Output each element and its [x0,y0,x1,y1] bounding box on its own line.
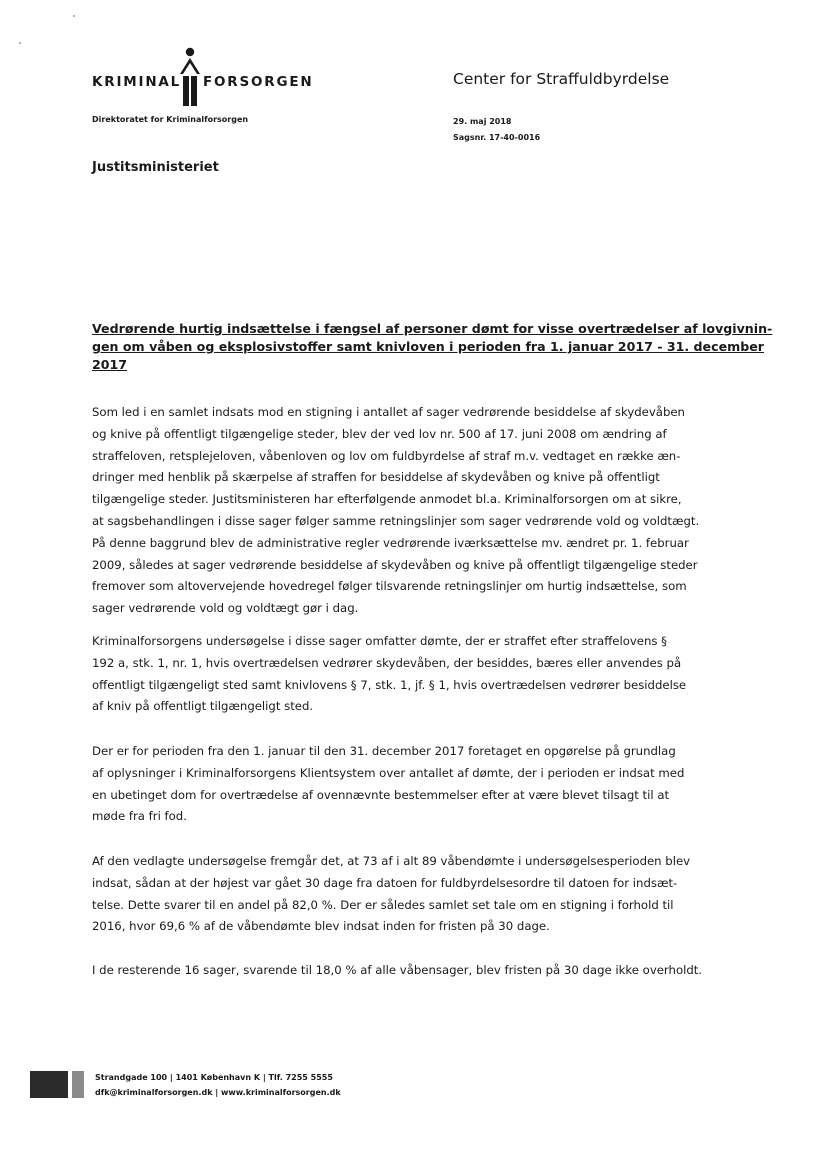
footer-dark-bar [30,1071,68,1098]
paragraph-line: Af den vedlagte undersøgelse fremgår det, at 73 af i alt 89 våbendømte i undersøgelsesperioden blev [92,854,691,868]
paragraph-line: en ubetinget dom for overtrædelse af ovennævnte bestemmelser efter at være blevet tilsagt til at [92,787,670,802]
subject-line: 2017 [92,357,128,372]
scan-speck [73,15,75,17]
directorate-line: Direktoratet for Kriminalforsorgen [92,115,249,124]
paragraph-line: sager vedrørende vold og voldtægt gør i dag. [92,601,359,616]
scan-speck [19,42,21,44]
paragraph-line: og knive på offentligt tilgængelige steder, blev der ved lov nr. 500 af 17. juni 2008 om ændring af [92,426,667,441]
subject-heading [92,320,773,374]
paragraph-line: af kniv på offentligt tilgængeligt sted. [92,699,314,714]
logo-text-left: KRIMINAL [92,74,182,90]
paragraph-line: Kriminalforsorgens undersøgelse i disse sager omfatter dømte, der er straffet efter straffelovens § [92,634,668,648]
subject-line: gen om våben og eksplosivstoffer samt knivloven i perioden fra 1. januar 2017 - 31. december [92,339,764,354]
footer-grey-bar [72,1071,84,1098]
paragraph-line: dringer med henblik på skærpelse af straffen for besiddelse af skydevåben og knive på offentligt [92,470,660,485]
body-paragraph-4 [92,851,704,938]
recipient: Justitsministeriet [92,160,219,175]
paragraph-line: 2009, således at sager vedrørende besiddelse af skydevåben og knive på offentligt tilgængelige steder [92,557,698,572]
body-paragraph-5 [92,960,704,982]
case-number: Sagsnr. 17-40-0016 [453,133,541,142]
paragraph-line: telse. Dette svarer til en andel på 82,0 %. Der er således samlet set tale om en stigning i forhold til [92,897,674,912]
logo-figure-icon [175,44,205,108]
body-paragraph-1 [92,402,704,620]
subject-line: Vedrørende hurtig indsættelse i fængsel af personer dømt for visse overtrædelser af lovgivnin- [92,321,773,336]
letter-date: 29. maj 2018 [453,117,512,126]
paragraph-line: fremover som altovervejende hovedregel følger tilsvarende retningslinjer om hurtig indsættelse, som [92,579,687,594]
paragraph-line: straffeloven, retsplejeloven, våbenloven og lov om fuldbyrdelse af straf m.v. vedtaget en række æn- [92,448,681,463]
kriminalforsorgen-logo [92,44,312,108]
body-paragraph-2 [92,631,704,718]
paragraph-line: indsat, sådan at der højest var gået 30 dage fra datoen for fuldbyrdelsesordre til datoen for indsæt- [92,875,678,890]
paragraph-line: 2016, hvor 69,6 % af de våbendømte blev indsat inden for fristen på 30 dage. [92,919,550,934]
logo-text-right: FORSORGEN [203,74,314,90]
paragraph-line: tilgængelige steder. Justitsministeren har efterfølgende anmodet bl.a. Kriminalforsorgen om at sikre, [92,492,682,507]
paragraph-line: 192 a, stk. 1, nr. 1, hvis overtrædelsen vedrører skydevåben, der besiddes, bæres eller anvendes på [92,655,682,670]
paragraph-line: Som led i en samlet indsats mod en stigning i antallet af sager vedrørende besiddelse af skydevåben [92,405,685,419]
paragraph-line: Der er for perioden fra den 1. januar til den 31. december 2017 foretaget en opgørelse på grundlag [92,744,676,758]
footer-contact: dfk@kriminalforsorgen.dk | www.kriminalforsorgen.dk [95,1088,341,1097]
center-title: Center for Straffuldbyrdelse [453,70,670,88]
paragraph-line: På denne baggrund blev de administrative regler vedrørende iværksættelse mv. ændret pr. 1. februar [92,535,689,550]
paragraph-line: offentligt tilgængeligt sted samt knivlovens § 7, stk. 1, jf. § 1, hvis overtrædelsen vedrører besiddelse [92,677,687,692]
paragraph-line: møde fra fri fod. [92,809,187,824]
paragraph-line: at sagsbehandlingen i disse sager følger samme retningslinjer som sager vedrørende vold og voldtægt. [92,513,700,528]
paragraph-line: af oplysninger i Kriminalforsorgens Klientsystem over antallet af dømte, der i perioden er indsat med [92,765,685,780]
footer-address: Strandgade 100 | 1401 København K | Tlf. 7255 5555 [95,1073,333,1082]
body-paragraph-3 [92,741,704,828]
paragraph-line: I de resterende 16 sager, svarende til 18,0 % af alle våbensager, blev fristen på 30 dage ikke overholdt. [92,963,703,977]
